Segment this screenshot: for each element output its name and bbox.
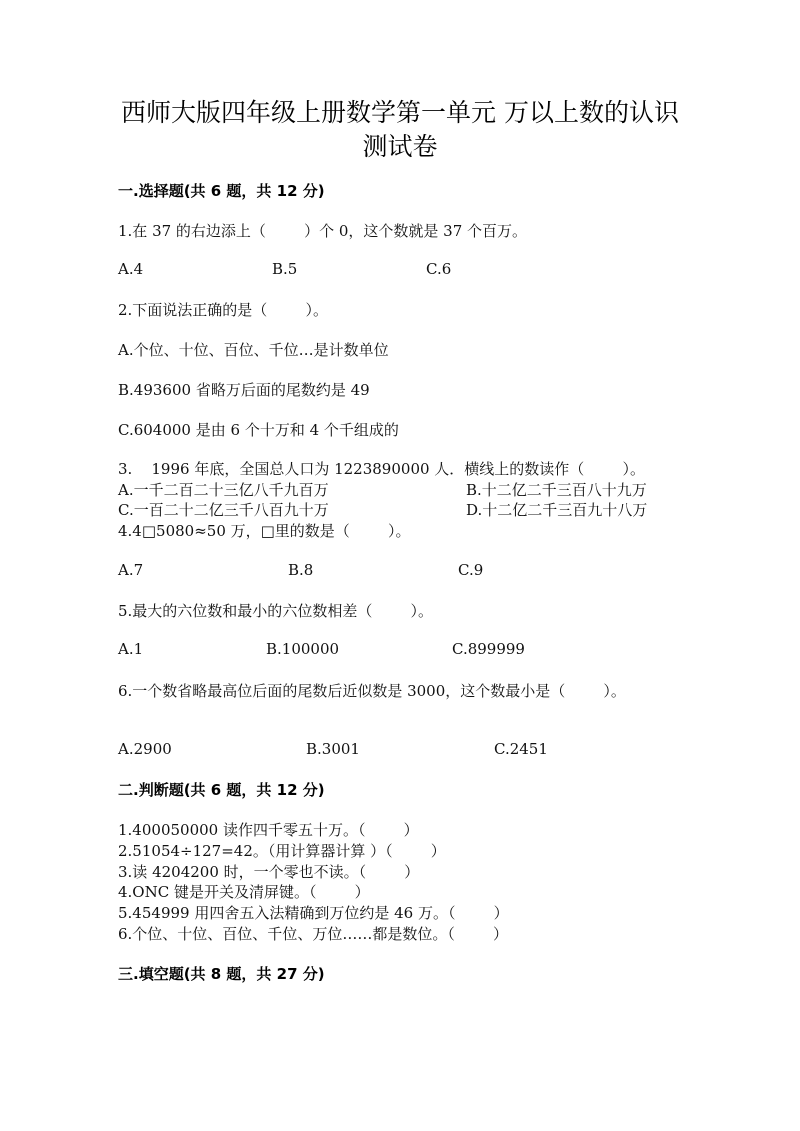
q2-option-c: C.604000 是由 6 个十万和 4 个千组成的 [118,421,399,439]
judgment-item-3: 3.读 4204200 时，一个零也不读。（ ） [118,863,420,881]
question-2: 2.下面说法正确的是（ ）。 [118,301,328,319]
q3-option-d: D.十二亿二千三百九十八万 [466,501,648,519]
question-6: 6.一个数省略最高位后面的尾数后近似数是 3000，这个数最小是（ ）。 [118,682,626,700]
q3-option-c: C.一百二十二亿三千八百九十万 [118,501,329,519]
section-heading-fill-blank: 三.填空题(共 8 题，共 27 分) [118,965,325,983]
q1-option-b: B.5 [272,260,298,278]
question-1: 1.在 37 的右边添上（ ）个 0，这个数就是 37 个百万。 [118,222,528,240]
q2-option-b: B.493600 省略万后面的尾数约是 49 [118,381,370,399]
judgment-item-6: 6.个位、十位、百位、千位、万位……都是数位。（ ） [118,925,508,943]
q2-option-a: A.个位、十位、百位、千位…是计数单位 [118,341,389,359]
q6-option-c: C.2451 [494,740,548,758]
question-3: 3. 1996 年底，全国总人口为 1223890000 人．横线上的数读作（ ）。 [118,460,645,478]
q4-option-b: B.8 [288,561,314,579]
judgment-item-5: 5.454999 用四舍五入法精确到万位约是 46 万。（ ） [118,904,509,922]
q6-option-a: A.2900 [118,740,172,758]
q1-option-c: C.6 [426,260,452,278]
question-4: 4.4□5080≈50 万，□里的数是（ ）。 [118,522,411,540]
judgment-item-4: 4.ONC 键是开关及清屏键。（ ） [118,883,370,901]
q6-option-b: B.3001 [306,740,360,758]
section-heading-choice: 一.选择题(共 6 题，共 12 分) [118,182,325,200]
q4-option-c: C.9 [458,561,484,579]
q4-option-a: A.7 [118,561,144,579]
q1-option-a: A.4 [118,260,144,278]
judgment-item-2: 2.51054÷127=42。（用计算器计算 ）（ ） [118,842,446,860]
title-line-1: 西师大版四年级上册数学第一单元 万以上数的认识 [121,98,679,127]
q5-option-a: A.1 [118,640,144,658]
q5-option-b: B.100000 [266,640,340,658]
q3-option-a: A.一千二百二十三亿八千九百万 [118,481,329,499]
q5-option-c: C.899999 [452,640,525,658]
q3-option-b: B.十二亿二千三百八十九万 [466,481,647,499]
title-line-2: 测试卷 [362,132,438,161]
question-5: 5.最大的六位数和最小的六位数相差（ ）。 [118,602,433,620]
judgment-item-1: 1.400050000 读作四千零五十万。（ ） [118,821,419,839]
section-heading-judgment: 二.判断题(共 6 题，共 12 分) [118,781,325,799]
